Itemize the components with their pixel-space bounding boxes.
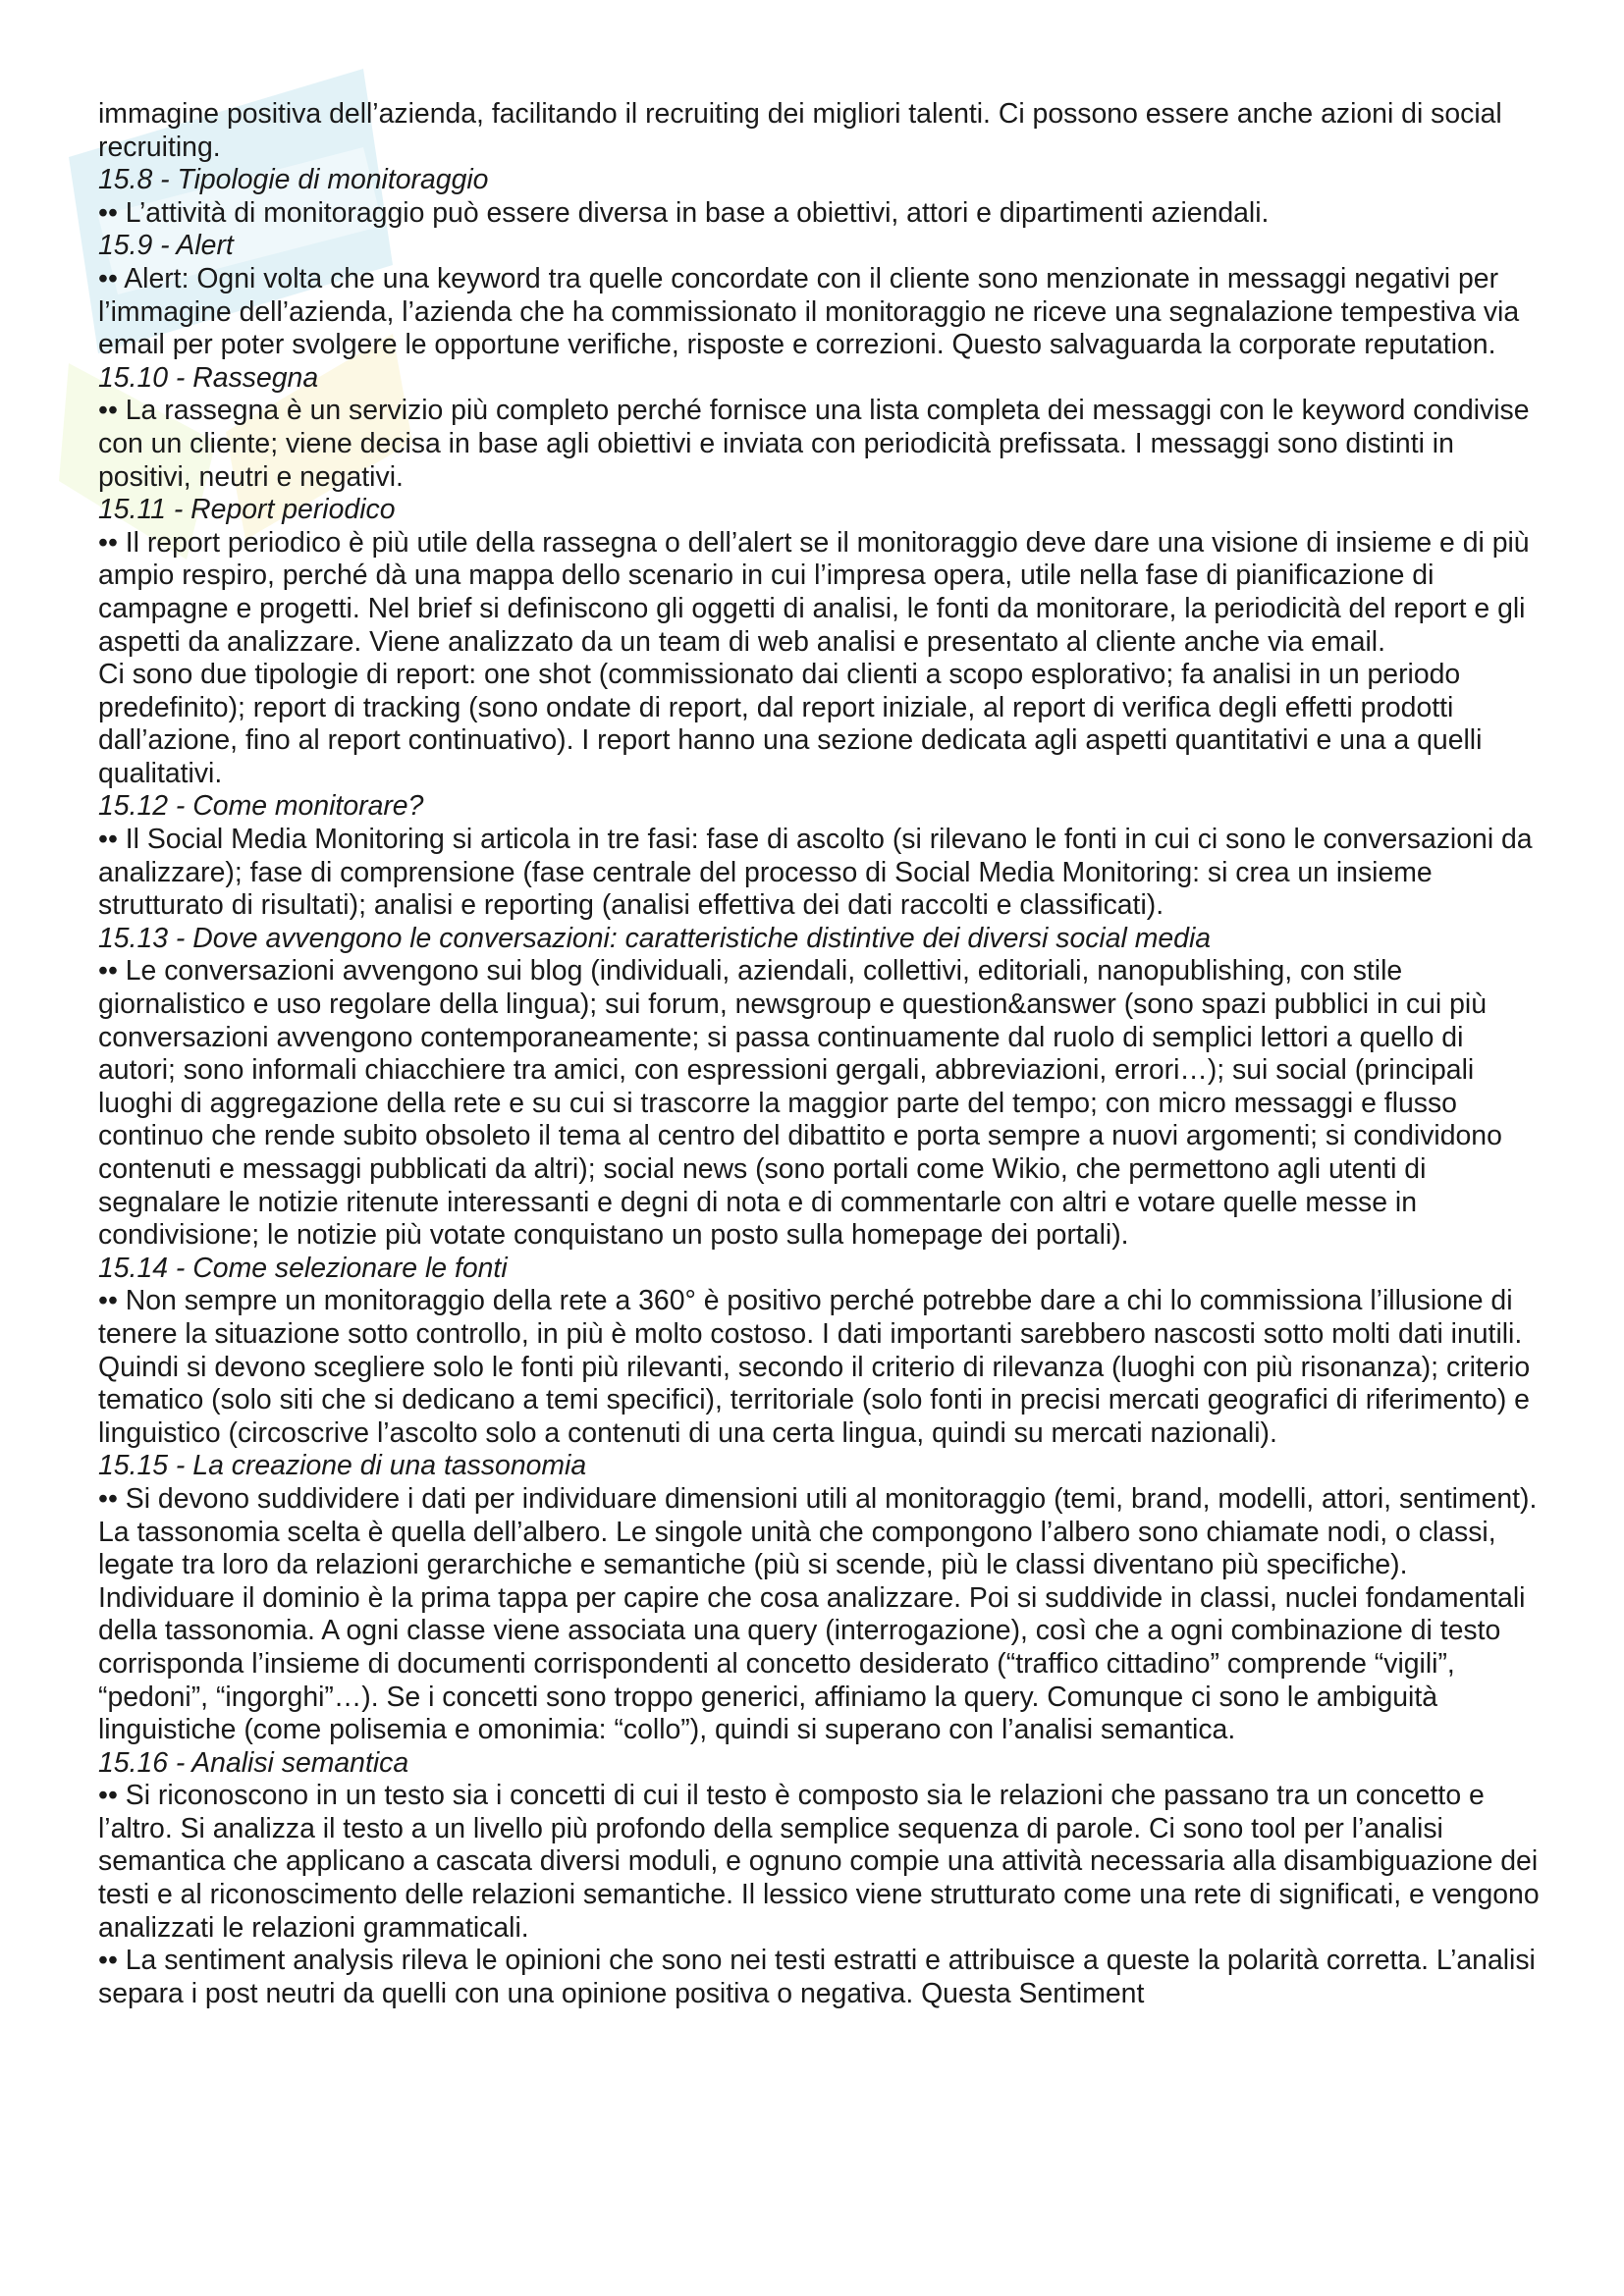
section-paragraph: •• Alert: Ogni volta che una keyword tra quelle concordate con il cliente sono menzionate in messaggi negativi per l’immagine dell’azienda, l’azienda che ha commissionato il monitoraggio ne riceve una segnalazione tempestiva via email per poter svolgere le opportune verifiche, risposte e correzioni. Questo salvaguarda la corporate reputation. — [98, 262, 1520, 361]
section-paragraph: •• La rassegna è un servizio più completo perché fornisce una lista completa dei messaggi con le keyword condivise con un cliente; viene decisa in base agli obiettivi e inviata con periodicità prefissata. I messaggi sono distinti in positivi, neutri e negativi. — [98, 395, 1530, 493]
section-paragraph: •• Si devono suddividere i dati per individuare dimensioni utili al monitoraggio (temi, brand, modelli, attori, sentiment). La tassonomia scelta è quella dell’albero. Le singole unità che compongono l’albero sono chiamate nodi, o classi, legate tra loro da relazioni gerarchiche e semantiche (più si scende, più le classi diventano più specifiche). Individuare il dominio è la prima tappa per capire che cosa analizzare. Poi si suddivide in classi, nuclei fondamentali della tassonomia. A ogni classe viene associata una query (interrogazione), così che a ogni combinazione di testo corrisponda l’insieme di documenti corrispondenti al concetto desiderato (“traffico cittadino” comprende “vigili”, “pedoni”, “ingorghi”…). Se i concetti sono troppo generici, affiniamo la query. Comunque ci sono le ambiguità linguistiche (come polisemia e omonimia: “collo”), quindi si superano con l’analisi semantica. — [98, 1482, 1538, 1746]
intro-paragraph: immagine positiva dell’azienda, facilitando il recruiting dei migliori talenti. Ci possono essere anche azioni di social recruiting. — [98, 98, 1502, 163]
section-heading: 15.11 - Report periodico — [98, 494, 396, 526]
section-paragraph: •• Si riconoscono in un testo sia i concetti di cui il testo è composto sia le relazioni che passano tra un concetto e l’altro. Si analizza il testo a un livello più profondo della semplice sequenza di parole. Ci sono tool per l’analisi semantica che applicano a cascata diversi moduli, e ognuno compie una attività necessaria alla disambiguazione dei testi e al riconoscimento delle relazioni semantiche. Il lessico viene strutturato come una rete di significati, e vengono analizzati le relazioni grammaticali. — [98, 1780, 1540, 1944]
section-paragraph: •• Il Social Media Monitoring si articola in tre fasi: fase di ascolto (si rilevano le fonti in cui ci sono le conversazioni da analizzare); fase di comprensione (fase centrale del processo di Social Media Monitoring: si crea un insieme strutturato di risultati); analisi e reporting (analisi effettiva dei dati raccolti e classificati). — [98, 824, 1533, 922]
section-heading: 15.12 - Come monitorare? — [98, 790, 424, 823]
section-heading: 15.8 - Tipologie di monitoraggio — [98, 164, 489, 196]
section-heading: 15.14 - Come selezionare le fonti — [98, 1252, 508, 1284]
section-paragraph: •• Non sempre un monitoraggio della rete a 360° è positivo perché potrebbe dare a chi lo commissiona l’illusione di tenere la situazione sotto controllo, in più è molto costoso. I dati importanti sarebbero nascosti sotto molti dati inutili. Quindi si devono scegliere solo le fonti più rilevanti, secondo il criterio di rilevanza (luoghi con più risonanza); criterio tematico (solo siti che si dedicano a temi specifici), territoriale (solo fonti in precisi mercati geografici di riferimento) e linguistico (circoscrive l’ascolto solo a contenuti di una certa lingua, quindi su mercati nazionali). — [98, 1285, 1531, 1449]
section-heading: 15.13 - Dove avvengono le conversazioni: caratteristiche distintive dei diversi social media — [98, 922, 1212, 954]
section-paragraph: •• Il report periodico è più utile della rassegna o dell’alert se il monitoraggio deve dare una visione di insieme e di più ampio respiro, perché dà una mappa dello scenario in cui l’impresa opera, utile nella fase di pianificazione di campagne e progetti. Nel brief si definiscono gli oggetti di analisi, le fonti da monitorare, la periodicità del report e gli aspetti da analizzare. Viene analizzato da un team di web analisi e presentato al cliente anche via email. — [98, 526, 1530, 658]
section-paragraph: •• L’attività di monitoraggio può essere diversa in base a obiettivi, attori e dipartimenti aziendali. — [98, 196, 1270, 229]
document-page — [98, 98, 1542, 2010]
section-paragraph: •• La sentiment analysis rileva le opinioni che sono nei testi estratti e attribuisce a queste la polarità corretta. L’analisi separa i post neutri da quelli con una opinione positiva o negativa. Questa Sentiment — [98, 1945, 1536, 2009]
section-paragraph: Ci sono due tipologie di report: one shot (commissionato dai clienti a scopo esplorativo; fa analisi in un periodo predefinito); report di tracking (sono ondate di report, dal report iniziale, al report di verifica degli effetti prodotti dall’azione, fino al report continuativo). I report hanno una sezione dedicata agli aspetti quantitativi e una a quelli qualitativi. — [98, 659, 1483, 789]
section-heading: 15.15 - La creazione di una tassonomia — [98, 1450, 587, 1482]
section-heading: 15.10 - Rassegna — [98, 361, 319, 394]
section-heading: 15.16 - Analisi semantica — [98, 1746, 409, 1779]
section-paragraph: •• Le conversazioni avvengono sui blog (individuali, aziendali, collettivi, editoriali, nanopublishing, con stile giornalistico e uso regolare della lingua); sui forum, newsgroup e question&answer (sono spazi pubblici in cui più conversazioni avvengono contemporaneamente; si passa continuamente dal ruolo di semplici lettori a quello di autori; sono informali chiacchiere tra amici, con espressioni gergali, abbreviazioni, errori…); sui social (principali luoghi di aggregazione della rete e su cui si trascorre la maggior parte del tempo; con micro messaggi e flusso continuo che rende subito obsoleto il tema al centro del dibattito e porta sempre a nuovi argomenti; si condividono contenuti e messaggi pubblicati da altri); social news (sono portali come Wikio, che permettono agli utenti di segnalare le notizie ritenute interessanti e degni di nota e di commentarle con altri e votare quelle messe in condivisione; le notizie più votate conquistano un posto sulla homepage dei portali). — [98, 955, 1502, 1252]
section-heading: 15.9 - Alert — [98, 230, 234, 262]
